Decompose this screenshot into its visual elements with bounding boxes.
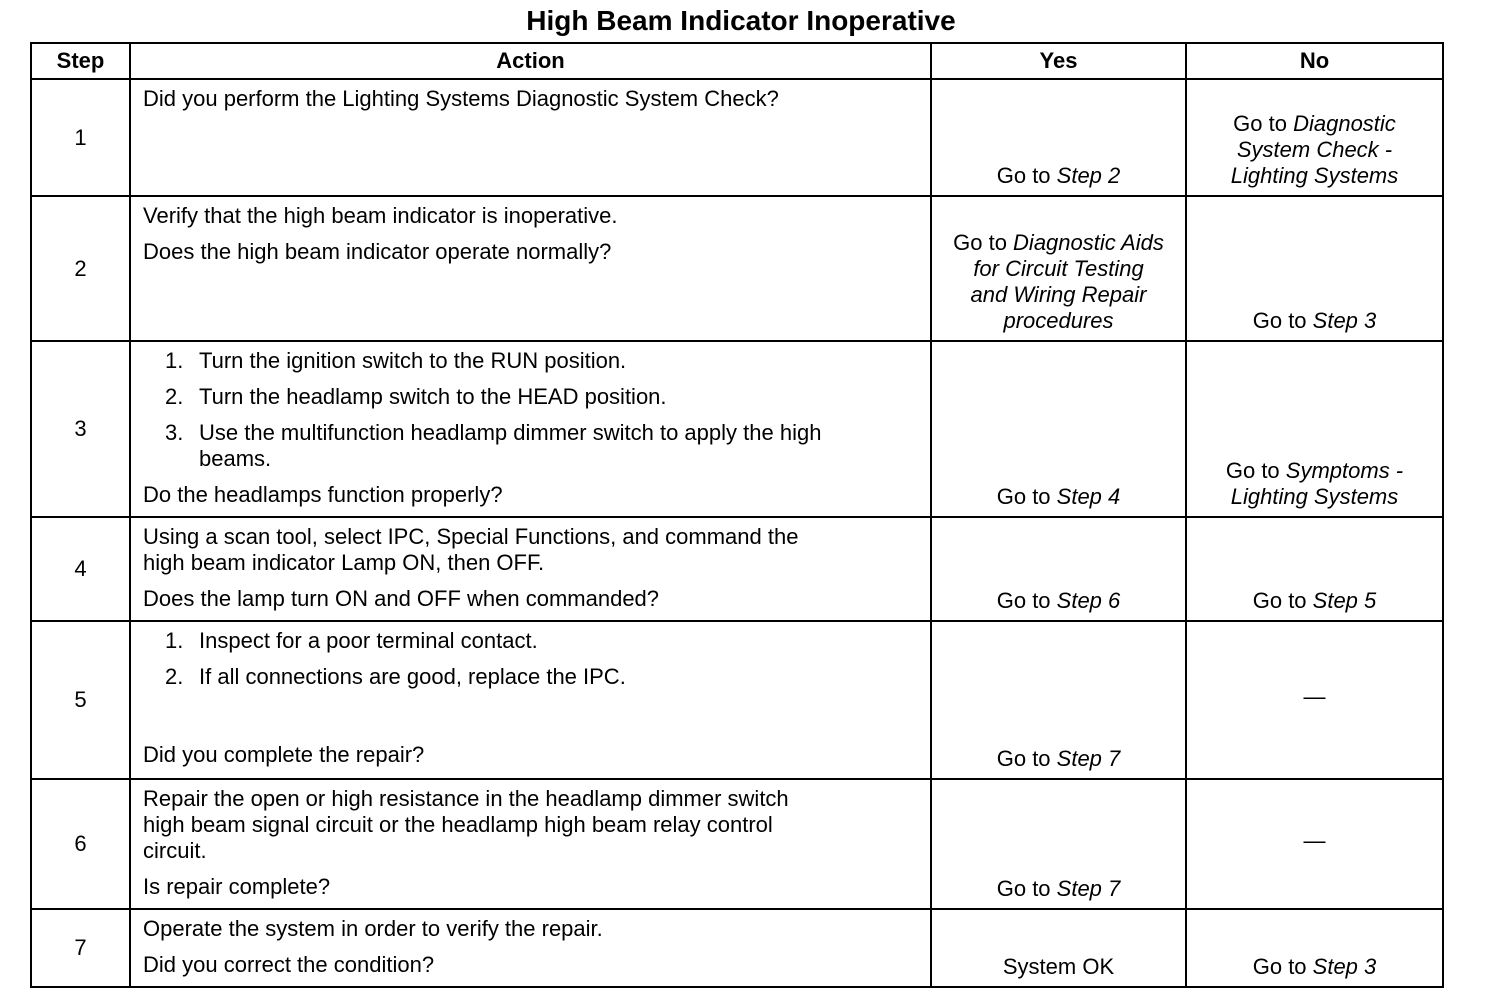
no-prefix: Go to — [1252, 954, 1313, 979]
list-item — [143, 384, 920, 410]
no-ref: Step 3 — [1312, 954, 1377, 979]
list-item — [143, 664, 920, 690]
yes-prefix: Go to — [996, 163, 1057, 188]
table-row — [31, 341, 1443, 517]
yes-cell — [931, 79, 1186, 196]
question-text: Did you perform the Lighting Systems Diagnostic System Check? — [143, 86, 779, 111]
question-text: Does the high beam indicator operate normally? — [143, 239, 612, 264]
no-prefix: Go to — [1252, 588, 1313, 613]
yes-cell — [931, 196, 1186, 341]
yes-ref: Diagnostic Aids — [1013, 230, 1164, 255]
step-number: 3 — [31, 341, 130, 517]
no-cell: — — [1186, 779, 1443, 909]
list-item-number: 1. — [165, 348, 184, 373]
list-item-text: Turn the ignition switch to the RUN position. — [199, 348, 627, 373]
yes-prefix: Go to — [996, 484, 1057, 509]
yes-cell — [931, 621, 1186, 779]
header-action: Action — [130, 43, 931, 79]
question-text: Is repair complete? — [143, 874, 331, 899]
action-cell — [130, 196, 931, 341]
yes-cell — [931, 779, 1186, 909]
list-item-number: 2. — [165, 384, 184, 409]
yes-prefix: Go to — [953, 230, 1014, 255]
no-cell — [1186, 909, 1443, 987]
yes-ref: for Circuit Testing — [973, 256, 1144, 281]
list-item-text: Inspect for a poor terminal contact. — [199, 628, 538, 653]
action-cell — [130, 779, 931, 909]
list-item — [143, 348, 920, 374]
action-text: Using a scan tool, select IPC, Special Functions, and command the — [143, 524, 799, 549]
action-cell — [130, 621, 931, 779]
yes-cell — [931, 517, 1186, 621]
no-cell — [1186, 79, 1443, 196]
yes-ref: and Wiring Repair — [970, 282, 1147, 307]
header-step: Step — [31, 43, 130, 79]
action-text: Verify that the high beam indicator is inoperative. — [143, 203, 618, 228]
yes-prefix: Go to — [996, 588, 1057, 613]
page-title: High Beam Indicator Inoperative — [526, 5, 956, 36]
table-row — [31, 779, 1443, 909]
yes-cell — [931, 341, 1186, 517]
yes-prefix: Go to — [996, 746, 1057, 771]
no-ref: Step 5 — [1312, 588, 1377, 613]
action-text: high beam signal circuit or the headlamp high beam relay control — [143, 812, 773, 837]
action-text: Repair the open or high resistance in the headlamp dimmer switch — [143, 786, 789, 811]
table-row — [31, 621, 1443, 779]
step-number: 4 — [31, 517, 130, 621]
step-number: 1 — [31, 79, 130, 196]
list-item-text: Turn the headlamp switch to the HEAD position. — [199, 384, 667, 409]
no-ref: System Check - — [1236, 137, 1393, 162]
table-row — [31, 517, 1443, 621]
step-number: 5 — [31, 621, 130, 779]
no-prefix: Go to — [1225, 458, 1286, 483]
step-number: 2 — [31, 196, 130, 341]
action-cell — [130, 909, 931, 987]
action-text: Operate the system in order to verify the repair. — [143, 916, 603, 941]
yes-ref: Step 4 — [1056, 484, 1121, 509]
no-cell: — — [1186, 621, 1443, 779]
no-cell — [1186, 196, 1443, 341]
question-text: Did you complete the repair? — [143, 742, 425, 767]
yes-ref: Step 2 — [1056, 163, 1121, 188]
yes-prefix: Go to — [996, 876, 1057, 901]
diagnostic-table — [30, 42, 1444, 988]
question-text: Does the lamp turn ON and OFF when commanded? — [143, 586, 660, 611]
list-item-number: 1. — [165, 628, 184, 653]
question-text: Do the headlamps function properly? — [143, 482, 503, 507]
no-ref: Lighting Systems — [1230, 484, 1399, 509]
no-cell — [1186, 517, 1443, 621]
list-item-number: 2. — [165, 664, 184, 689]
no-cell — [1186, 341, 1443, 517]
list-item — [143, 420, 920, 472]
yes-ref: Step 6 — [1056, 588, 1121, 613]
header-no: No — [1186, 43, 1443, 79]
action-cell — [130, 79, 931, 196]
table-row — [31, 909, 1443, 987]
no-ref: Diagnostic — [1293, 111, 1396, 136]
step-number: 7 — [31, 909, 130, 987]
yes-ref: procedures — [1003, 308, 1114, 333]
list-item — [143, 628, 920, 654]
no-ref: Symptoms - — [1285, 458, 1404, 483]
yes-cell: System OK — [931, 909, 1186, 987]
no-prefix: Go to — [1233, 111, 1294, 136]
list-item-text: Use the multifunction headlamp dimmer switch to apply the high beams. — [199, 420, 822, 471]
action-cell — [130, 341, 931, 517]
table-row — [31, 196, 1443, 341]
table-row — [31, 79, 1443, 196]
yes-ref: Step 7 — [1056, 876, 1121, 901]
action-text: high beam indicator Lamp ON, then OFF. — [143, 550, 545, 575]
no-ref: Step 3 — [1312, 308, 1377, 333]
action-cell — [130, 517, 931, 621]
no-prefix: Go to — [1252, 308, 1313, 333]
action-text: circuit. — [143, 838, 207, 863]
question-text: Did you correct the condition? — [143, 952, 435, 977]
list-item-text: If all connections are good, replace the IPC. — [199, 664, 626, 689]
header-yes: Yes — [931, 43, 1186, 79]
step-number: 6 — [31, 779, 130, 909]
yes-ref: Step 7 — [1056, 746, 1121, 771]
list-item-number: 3. — [165, 420, 184, 445]
header-row — [31, 43, 1443, 79]
no-ref: Lighting Systems — [1230, 163, 1399, 188]
